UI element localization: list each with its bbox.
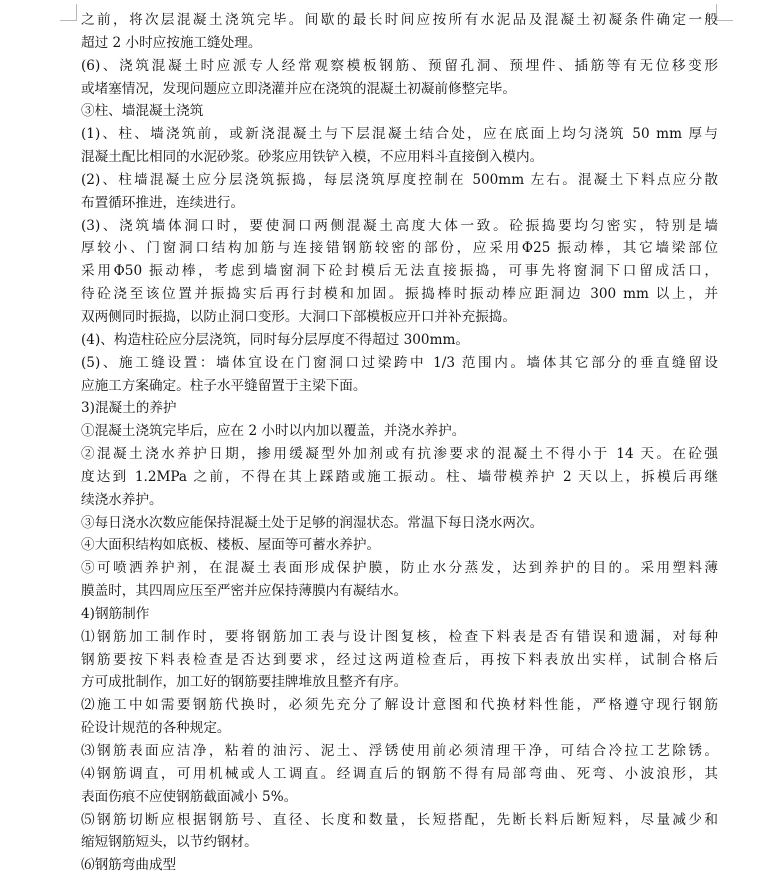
document-line: 方可成批制作，加工好的钢筋要挂牌堆放且整齐有序。 bbox=[81, 674, 408, 691]
document-line: 超过 2 小时应按施工缝处理。 bbox=[81, 34, 262, 51]
document-line: 续浇水养护。 bbox=[81, 491, 163, 508]
document-line: (4)、构造柱砼应分层浇筑，同时每分层厚度不得超过 300mm。 bbox=[81, 331, 469, 348]
document-line: ⑶钢筋表面应洁净，粘着的油污、泥土、浮锈使用前必须清理干净，可结合冷拉工艺除锈。 bbox=[81, 743, 718, 759]
document-line: 砼设计规范的各种规定。 bbox=[81, 720, 231, 737]
document-line: ⑸钢筋切断应根据钢筋号、直径、长度和数量，长短搭配，先断长料后断短料，尽量减少和 bbox=[81, 811, 718, 828]
document-line: 或堵塞情况，发现问题应立即浇灌并应在浇筑的混凝土初凝前修整完毕。 bbox=[81, 80, 516, 97]
document-line: (6)、浇筑混凝土时应派专人经常观察模板钢筋、预留孔洞、预埋件、插筋等有无位移变形 bbox=[81, 57, 718, 74]
document-line: 采用Φ50 振动棒，考虑到墙窗洞下砼封模后无法直接振捣，可事先将窗洞下口留成活口， bbox=[81, 263, 718, 280]
document-line: (1)、柱、墙浇筑前，或新浇混凝土与下层混凝土结合处，应在底面上均匀浇筑 50 mm 厚与 bbox=[81, 126, 718, 143]
document-line: 之前，将次层混凝土浇筑完毕。间歇的最长时间应按所有水泥品及混凝土初凝条件确定一般 bbox=[81, 12, 718, 28]
document-line: ⑹钢筋弯曲成型 bbox=[81, 857, 177, 874]
document-line: 钢筋要按下料表检查是否达到要求，经过这两道检查后，再按下料表放出实样，试制合格后 bbox=[81, 651, 718, 668]
document-line: ②混凝土浇水养护日期，掺用缓凝型外加剂或有抗渗要求的混凝土不得小于 14 天。在砼强 bbox=[81, 446, 718, 463]
top-left-margin-mark bbox=[60, 4, 77, 21]
document-line: ①混凝土浇筑完毕后，应在 2 小时以内加以覆盖，并浇水养护。 bbox=[81, 423, 466, 440]
document-line: (2)、柱墙混凝土应分层浇筑振捣，每层浇筑厚度控制在 500mm 左右。混凝土下料点应分散 bbox=[81, 171, 718, 188]
document-line: 表面伤痕不应使钢筋截面减小 5%。 bbox=[81, 788, 298, 805]
document-line: 3)混凝土的养护 bbox=[81, 400, 177, 417]
document-line: 应施工方案确定。柱子水平缝留置于主梁下面。 bbox=[81, 377, 367, 394]
document-line: 4)钢筋制作 bbox=[81, 605, 150, 622]
document-line: ⑴钢筋加工制作时，要将钢筋加工表与设计图复核，检查下料表是否有错误和遗漏，对每种 bbox=[81, 628, 718, 645]
document-line: (5)、施工缝设置：墙体宜设在门窗洞口过梁跨中 1/3 范围内。墙体其它部分的垂直缝留设 bbox=[81, 354, 718, 371]
top-right-margin-mark bbox=[716, 4, 733, 21]
document-line: 厚较小、门窗洞口结构加筋与连接错钢筋较密的部份，应采用Φ25 振动棒，其它墙梁部位 bbox=[81, 240, 718, 257]
document-line: 膜盖时，其四周应压至严密并应保持薄膜内有凝结水。 bbox=[81, 583, 408, 600]
document-line: 度达到 1.2MPa 之前，不得在其上踩踏或施工振动。柱、墙带模养护 2 天以上，拆模后再继 bbox=[81, 468, 718, 485]
document-line: 双两侧同时振捣，以防止洞口变形。大洞口下部模板应开口并补充振捣。 bbox=[81, 308, 516, 325]
document-line: ④大面积结构如底板、楼板、屋面等可蓄水养护。 bbox=[81, 537, 381, 554]
document-line: 待砼浇至该位置并振捣实后再行封模和加固。振捣棒时振动棒应距洞边 300 mm 以上，并 bbox=[81, 286, 718, 303]
document-line: (3)、浇筑墙体洞口时，要使洞口两侧混凝土高度大体一致。砼振捣要均匀密实，特别是墙 bbox=[81, 217, 718, 234]
document-line: 混凝土配比相同的水泥砂浆。砂浆应用铁铲入模，不应用料斗直接倒入模内。 bbox=[81, 149, 544, 166]
document-line: ⑵施工中如需要钢筋代换时，必须先充分了解设计意图和代换材料性能，严格遵守现行钢筋 bbox=[81, 697, 718, 714]
document-line: 缩短钢筋短头，以节约钢材。 bbox=[81, 834, 258, 851]
document-line: ⑷钢筋调直，可用机械或人工调直。经调直后的钢筋不得有局部弯曲、死弯、小波浪形，其 bbox=[81, 765, 718, 782]
document-line: 布置循环推进，连续进行。 bbox=[81, 194, 245, 211]
document-line: ⑤可喷洒养护剂，在混凝土表面形成保护膜，防止水分蒸发，达到养护的目的。采用塑料薄 bbox=[81, 560, 718, 577]
document-line: ③柱、墙混凝土浇筑 bbox=[81, 103, 204, 120]
document-body bbox=[81, 9, 718, 874]
document-line: ③每日浇水次数应能保持混凝土处于足够的润湿状态。常温下每日浇水两次。 bbox=[81, 514, 544, 531]
